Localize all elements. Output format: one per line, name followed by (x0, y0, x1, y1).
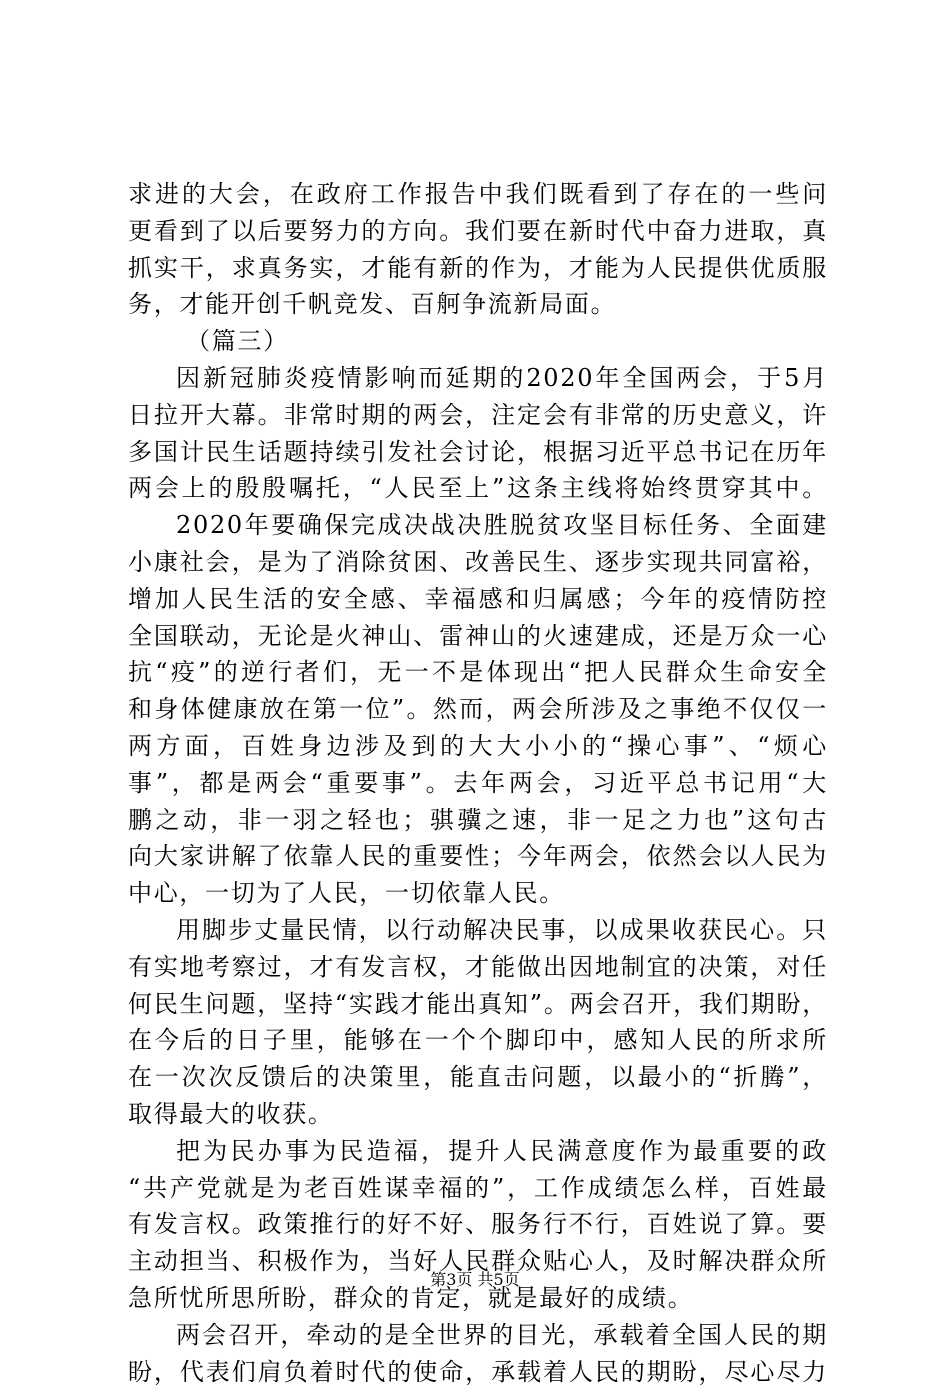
text-line: 中心，一切为了人民，一切依靠人民。 (128, 875, 828, 912)
text-line: 和身体健康放在第一位”。然而，两会所涉及之事绝不仅仅一 (128, 691, 828, 728)
text-line: “共产党就是为老百姓谋幸福的”，工作成绩怎么样，百姓最 (128, 1170, 828, 1207)
text-line: 取得最大的收获。 (128, 1096, 828, 1133)
text-line: 两会召开，牵动的是全世界的目光，承载着全国人民的期 (128, 1317, 828, 1354)
text-line: 在一次次反馈后的决策里，能直击问题，以最小的“折腾”， (128, 1059, 828, 1096)
text-line: 因新冠肺炎疫情影响而延期的2020年全国两会，于5月 (128, 360, 828, 397)
text-line: 用脚步丈量民情，以行动解决民事，以成果收获民心。只 (128, 912, 828, 949)
text-line: 事”，都是两会“重要事”。去年两会，习近平总书记用“大 (128, 765, 828, 802)
text-line: 在今后的日子里，能够在一个个脚印中，感知人民的所求所 (128, 1022, 828, 1059)
text-line: 增加人民生活的安全感、幸福感和归属感；今年的疫情防控 (128, 581, 828, 618)
text-line: 何民生问题，坚持“实践才能出真知”。两会召开，我们期盼， (128, 986, 828, 1023)
text-line: 向大家讲解了依靠人民的重要性；今年两会，依然会以人民为 (128, 838, 828, 875)
text-line: 把为民办事为民造福，提升人民满意度作为最重要的政 (128, 1133, 828, 1170)
text-line: 两方面，百姓身边涉及到的大大小小的“操心事”、“烦心 (128, 728, 828, 765)
page-footer: 第3页 共5页 (0, 1270, 950, 1290)
text-line: 更看到了以后要努力的方向。我们要在新时代中奋力进取，真 (128, 213, 828, 250)
text-line: 主动担当、积极作为，当好人民群众贴心人，及时解决群众所 (128, 1243, 828, 1280)
text-line: 盼，代表们肩负着时代的使命，承载着人民的期盼，尽心尽力 (128, 1354, 828, 1390)
text-line: 两会上的殷殷嘱托，“人民至上”这条主线将始终贯穿其中。 (128, 470, 828, 507)
text-line: 鹏之动，非一羽之轻也；骐骥之速，非一足之力也”这句古 (128, 802, 828, 839)
text-line: 全国联动，无论是火神山、雷神山的火速建成，还是万众一心 (128, 618, 828, 655)
text-line: 日拉开大幕。非常时期的两会，注定会有非常的历史意义，许 (128, 397, 828, 434)
text-line: 急所忧所思所盼，群众的肯定，就是最好的成绩。 (128, 1280, 828, 1317)
text-line: 小康社会，是为了消除贫困、改善民生、逐步实现共同富裕， (128, 544, 828, 581)
text-line: 有实地考察过，才有发言权，才能做出因地制宜的决策，对任 (128, 949, 828, 986)
text-line: 抗“疫”的逆行者们，无一不是体现出“把人民群众生命安全 (128, 654, 828, 691)
document-body (128, 176, 828, 1390)
section-heading: （篇三） (128, 323, 828, 360)
text-line: 多国计民生话题持续引发社会讨论，根据习近平总书记在历年 (128, 434, 828, 471)
text-line: 务，才能开创千帆竞发、百舸争流新局面。 (128, 286, 828, 323)
text-line: 求进的大会，在政府工作报告中我们既看到了存在的一些问 (128, 176, 828, 213)
text-line: 2020年要确保完成决战决胜脱贫攻坚目标任务、全面建 (128, 507, 828, 544)
text-line: 抓实干，求真务实，才能有新的作为，才能为人民提供优质服 (128, 250, 828, 287)
text-line: 有发言权。政策推行的好不好、服务行不行，百姓说了算。要 (128, 1206, 828, 1243)
